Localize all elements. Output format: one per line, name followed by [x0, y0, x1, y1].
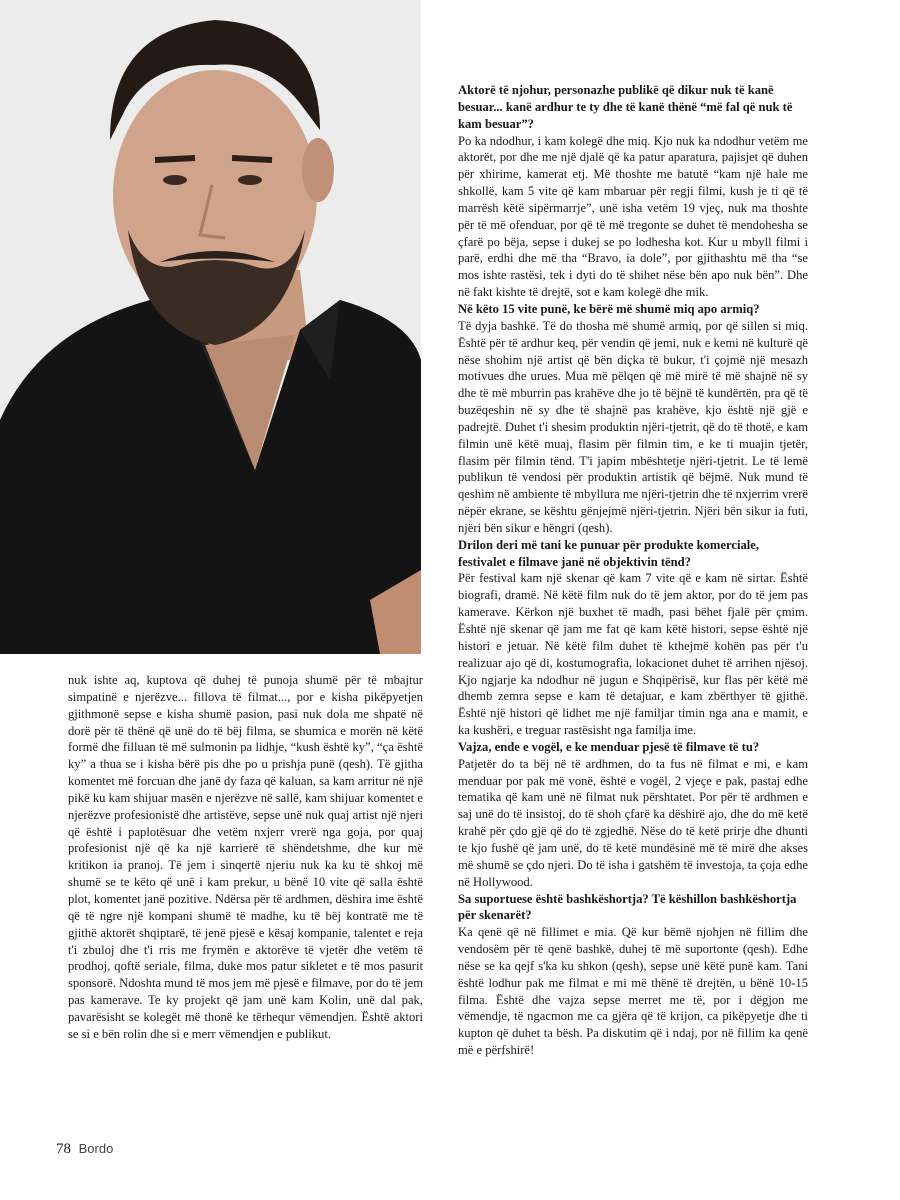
interview-answer: Të dyja bashkë. Të do thosha më shumë armiq, por që sillen si miq. Është për të ardhur keq, për vendin që jemi, nuk e kemi në kulturë që nëse shohim një artist që bën diçka të bukur, t'i çojmë një mesazh motivues dhe urues. Mua më pëlqen që më mirë të më shajnë në sy dhe të më mburrin pas krahëve dhe jo të bëjnë të kundërtën, pra që të buzëqeshin në sy dhe të shajnë pas krahëve, kjo është një gjë e padrejtë. Duhet t'i shesim produktin njëri-tjetrit, që do të thotë, e kam filmin unë këtë muaj, flasim për filmin tim, e ke ti muajin tjetër, flasim për filmin tënd. T'i japim mbështetje njëri-tjetrit. Le të lemë publikun të vendosi për produktin artistik që bëjmë. Nuk mund të qeshim në ambiente të mbyllura me njëri-tjetrin dhe të nxjerrim vrerë nëpër ekrane, se kështu gënjejmë njëri-tjetrin. Njëri bën sikur ia futi, njëri bën sikur e hëngri (qesh). [458, 318, 808, 535]
qa-block [458, 739, 808, 891]
qa-block [458, 891, 808, 1059]
interview-question: Në këto 15 vite punë, ke bërë më shumë miq apo armiq? [458, 301, 760, 316]
left-column [68, 672, 423, 1043]
qa-block [458, 82, 808, 301]
interview-question: Sa suportuese është bashkëshortja? Të këshillon bashkëshortja për skenarët? [458, 891, 797, 923]
page-footer [56, 1141, 113, 1158]
interview-answer: Po ka ndodhur, i kam kolegë dhe miq. Kjo nuk ka ndodhur vetëm me aktorët, por dhe me një djalë që ka patur aparatura, pajisjet që duhen për xhirime, kamerat etj. Më thoshte me batutë “kam një hale me shkollë, kam 5 vite që kam mbaruar për regji filmi, kush je ti që të marrësh këtë sipërmarrje”, unë isha vetëm 19 vjeç, nuk ma thoshte për të më ofenduar, por që të më tregonte se duhet të mendohesha se çfarë po bëja, sepse i dukej se po lodhesha kot. Kur u mbyll filmi i parë, erdhi dhe më tha “Bravo, ia dole”, por gjithashtu më tha “se mos ishte rastësi, tek i dyti do të shihet nëse bën apo nuk bën”. Dhe në fakt kishte të drejtë, sot e kam kolegë dhe mik. [458, 133, 808, 300]
body-paragraph: nuk ishte aq, kuptova që duhej të punoja shumë për të mbajtur simpatinë e njerëzve... fillova të filmat..., por e kisha pikëpyetjen gjithmonë sepse e kisha shumë pasion, pasi nuk dola me shpatë në dorë për të thënë që unë do të bëj filma, se shumica e morën në këtë formë dhe filluan të më sulmonin pa lidhje, “kush është ky”, “ça është ky” a thua se i kisha bërë pis dhe po u prishja punë (qesh). Të gjitha komentet më forcuan dhe janë dy faza që kaluan, sa kam arritur në një pikë ku kam shijuar masën e njerëzve në sallë, kam shijuar komentet e njerëzve profesionistë dhe artistëve, sepse unë nuk quaj artist një njeri që është i paplotësuar dhe vetëm nxjerr vrerë nga goja, por quaj profesionist një që ka një karrierë të shëndetshme, dhe kur më kritikon ia pranoj. Të jem i sinqertë njeriu nuk ka ku të shkoj më shumë se te këto që unë i kam prekur, u bënë 10 vite që salla është plot, komentet janë pozitive. Ndërsa për të ardhmen, dëshira ime është që të ngre një kompani shumë të madhe, ku të bëj kontratë me të gjithë aktorët shqiptarë, të jenë pjesë e kësaj kompanie, talentet e reja t'i zbuloj dhe t'i rris me frymën e aktorëve të vjetër dhe vetëm të prodhoj, qoftë seriale, filma, duke mos patur sikletet e të mos pasurit sponsorë. Ndoshta mund të mos jem më pjesë e filmave, por do të jem pas kamerave. Te ky projekt që jam unë kam Kolin, unë dal pak, pavarësisht se kolegët më thonë ke tërhequr vëmendjen. Është aktori se si e bën rolin dhe si e merr vëmendjen e publikut. [68, 673, 423, 1041]
interview-question: Vajza, ende e vogël, e ke menduar pjesë të filmave të tu? [458, 739, 760, 754]
page-number: 78 [56, 1141, 71, 1157]
magazine-name: Bordo [78, 1141, 114, 1156]
qa-block [458, 537, 808, 739]
interview-answer: Ka qenë që në fillimet e mia. Që kur bëmë njohjen në fillim dhe vendosëm për të qenë bashkë, duhej të më suportonte (qesh). Edhe nëse se ka qejf s'ka ku shkon (qesh), sepse unë këtë punë kam. Tani është lodhur pak me filmat e mi më thënë të drejtën, u bënë 10-15 filma. Është dhe vajza sepse merret me të, por i dëgjon me vëmendje, të ngacmon me ca gjëra që të krijon, ca pikëpyetje dhe ti kupton që duhet ta bësh. Pa diskutim që i ndaj, por në fillim ka qenë më e përfshirë! [458, 925, 808, 1058]
portrait-photo [0, 0, 421, 654]
interview-answer: Patjetër do ta bëj në të ardhmen, do ta fus në filmat e mi, e kam menduar por pak më vonë, është e vogël, 2 vjeçe e pak, pastaj edhe tematika që kam unë në filmat nuk përshtatet. Por për të ardhmen e saj unë do të insistoj, do të shoh çfarë ka dëshirë ajo, dhe do më ketë krahë për çdo gjë që do të zgjedhë. Nëse do të ketë prirje dhe dhunti te kjo fushë që jam unë, do të ketë mundësinë më të mirë dhe akses më shumë se çdo njeri. Do të isha i gatshëm të investoja, ta çoja edhe në Hollywood. [458, 756, 808, 889]
right-column [458, 82, 808, 1059]
interview-question: Drilon deri më tani ke punuar për produkte komerciale, festivalet e filmave janë në objektivin tënd? [458, 537, 759, 569]
qa-block [458, 301, 808, 537]
interview-answer: Për festival kam një skenar që kam 7 vite që e kam në sirtar. Është biografi, dramë. Në këtë film nuk do të jem aktor, por do të jem pas kamerave. Kërkon një buxhet të madh, pasi bëhet fjalë për çmim. Është një skenar që jam me fat që kam këtë histori, sepse është një histori e jetuar. Në këtë film duhet të kthejmë kohën pas për t'u realizuar ajo që di, kostumografia, lokacionet duhet të arrihen njësoj. Kjo ngjarje ka ndodhur në jugun e Shqipërisë, kur flas për këtë më dhemb zemra sepse e kam të detajuar, e kam zbërthyer të gjithë. Është një histori që lidhet me një familjar timin nga ana e mamit, e ka kushëri, e treguar rastësisht nga familja ime. [458, 571, 808, 738]
interview-question: Aktorë të njohur, personazhe publikë që dikur nuk të kanë besuar... kanë ardhur te ty dhe të kanë thënë “më fal që nuk të kam besuar”? [458, 83, 793, 131]
